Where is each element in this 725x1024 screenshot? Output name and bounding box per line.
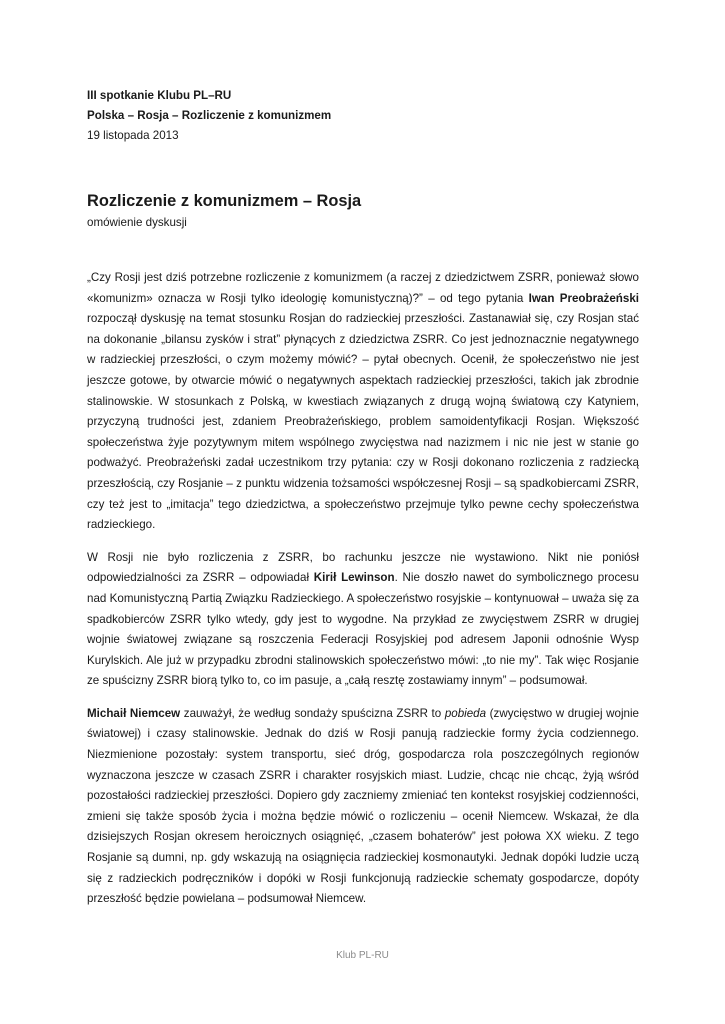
article-body [87, 268, 639, 922]
paragraph-3 [87, 704, 639, 910]
paragraph-text: zauważył, że według sondaży spuścizna ZSRR to [180, 706, 445, 720]
meeting-date: 19 listopada 2013 [87, 129, 179, 142]
paragraph-text: W Rosji nie było rozliczenia z ZSRR, bo rachunku jeszcze nie wystawiono. Nikt nie poniósł odpowiedzialności za ZSRR – odpowiadał [87, 550, 639, 585]
italic-term: pobieda [444, 706, 487, 720]
title-block [87, 190, 361, 232]
paragraph-text: . Nie doszło nawet do symbolicznego procesu nad Komunistyczną Partią Związku Radzieckiego. A społeczeństwo rosyjskie – kontynuował – uważa się za spadkobierców ZSRR tylko wtedy, gdy jest to wygodne. Na przykład ze zwycięstwem ZSRR w drugiej wojnie światowej związane są roszczenia Federacji Rosyjskiej pod adresem Japonii odnośnie Wysp Kurylskich. Ale już w przypadku zbrodni stalinowskich społeczeństwo mówi: „to nie my”. Tak więc Rosjanie ze spuścizny ZSRR biorą tylko to, co im pasuje, a „całą resztę zostawiamy innym” – podsumował. [87, 571, 639, 688]
document-header [87, 86, 331, 146]
meeting-subtitle: Polska – Rosja – Rozliczenie z komunizmem [87, 109, 332, 122]
speaker-name: Kirił Lewinson [313, 571, 395, 585]
document-title: Rozliczenie z komunizmem – Rosja [87, 192, 362, 210]
paragraph-text: (zwycięstwo w drugiej wojnie światowej) i czasy stalinowskie. Jednak do dziś w Rosji panują radzieckie formy życia codziennego. Niezmienione pozostały: system transportu, sieć dróg, gospodarcza rola poszczególnych regionów wyznaczona jeszcze w czasach ZSRR i charakter rosyjskich miast. Ludzie, chcąc nie chcąc, żyją wśród pozostałości radzieckiej przeszłości. Dopiero gdy zaczniemy zmieniać ten kontekst rosyjskiej codzienności, zmieni się także sposób życia i można będzie mówić o rozliczeniu – ocenił Niemcew. Wskazał, że dla dzisiejszych Rosjan okresem heroicznych osiągnięć, „czasem bohaterów” jest połowa XX wieku. Z tego Rosjanie są dumni, np. gdy wskazują na osiągnięcia radzieckiej kosmonautyki. Jednak dopóki ludzie uczą się z radzieckich podręczników i dopóki w Rosji funkcjonują radzieckie schematy gospodarcze, dopóty przeszłość będzie powielana – podsumował Niemcew. [87, 706, 639, 906]
paragraph-2 [87, 548, 639, 692]
meeting-title: III spotkanie Klubu PL–RU [87, 89, 232, 102]
paragraph-text: rozpoczął dyskusję na temat stosunku Rosjan do radzieckiej przeszłości. Zastanawiał się, czy Rosjan stać na dokonanie „bilansu zysków i strat” płynących z dziedzictwa ZSRR. Co jest jednoznacznie negatywnego w radzieckiej przeszłości, o czym możemy mówić? – pytał obecnych. Ocenił, że społeczeństwo nie jest jeszcze gotowe, by otwarcie mówić o negatywnych aspektach radzieckiej przeszłości, takich jak zbrodnie stalinowskie. W stosunkach z Polską, w kwestiach związanych z drugą wojną światową czy Katyniem, przyczyną trudności jest, zdaniem Preobrażeńskiego, problem samoidentyfikacji Rosjan. Większość społeczeństwa żyje pozytywnym mitem wspólnego zwycięstwa nad nazizmem i nic nie jest w stanie go podważyć. Preobrażeński zadał uczestnikom trzy pytania: czy w Rosji dokonano rozliczenia z radziecką przeszłością, czy Rosjanie – z punktu widzenia tożsamości współczesnej Rosji – są spadkobiercami ZSRR, czy też jest to „imitacja” tego dziedzictwa, a społeczeństwo przejmuje tylko pewne cechy społeczeństwa radzieckiego. [87, 312, 639, 532]
speaker-name: Michaił Niemcew [87, 706, 181, 720]
document-subtitle: omówienie dyskusji [87, 216, 187, 229]
speaker-name: Iwan Preobrażeński [528, 291, 639, 305]
page-footer: Klub PL-RU [336, 950, 389, 961]
paragraph-text: „Czy Rosji jest dziś potrzebne rozliczenie z komunizmem (a raczej z dziedzictwem ZSRR, ponieważ słowo «komunizm» oznacza w Rosji tylko ideologię komunistyczną)?” – od tego pytania [87, 271, 639, 305]
paragraph-1 [87, 268, 639, 536]
